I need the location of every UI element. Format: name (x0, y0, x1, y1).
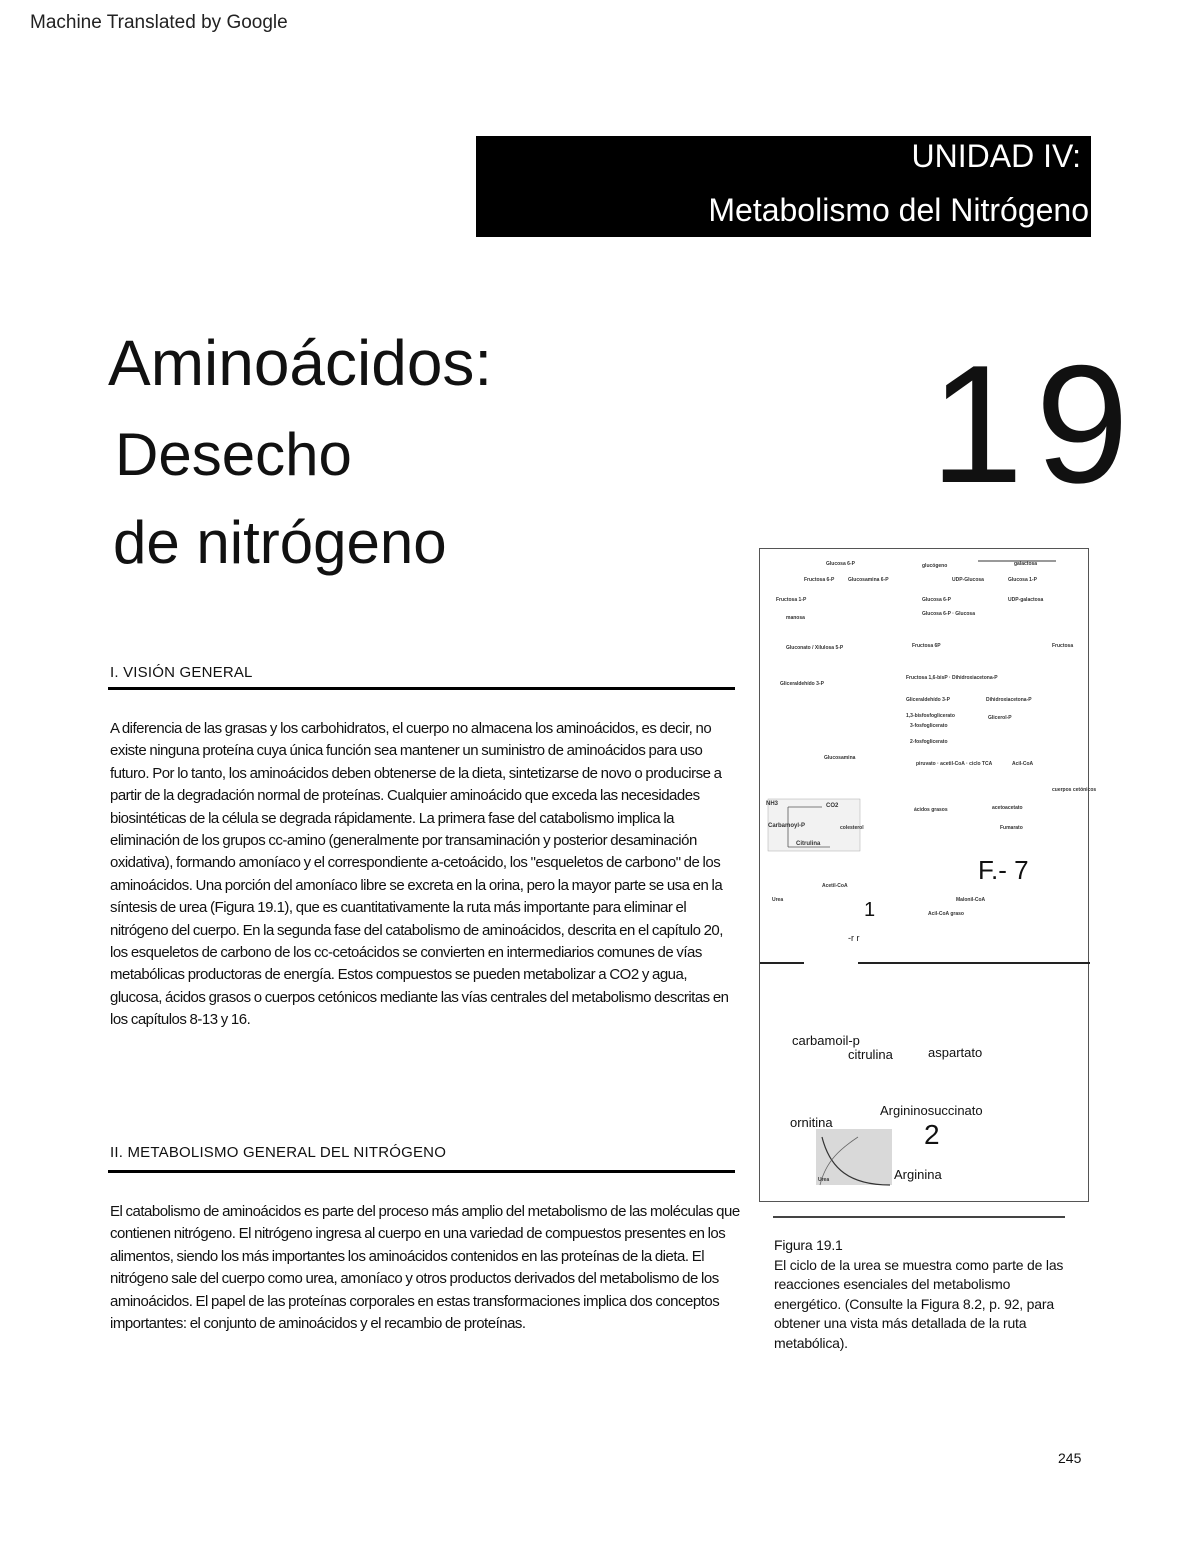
figure-tiny-label: Fructosa 6-P (804, 577, 835, 583)
urea-cycle-step-two: 2 (924, 1119, 940, 1150)
arginine-label: Arginina (894, 1167, 942, 1182)
section-heading-overview: I. VISIÓN GENERAL (110, 664, 253, 681)
figure-tiny-label: 1,3-bisfosfoglicerato (906, 713, 955, 719)
figure-tiny-label: Gluconato / Xilulosa 5-P (786, 645, 844, 651)
page-number: 245 (1058, 1450, 1082, 1466)
figure-tiny-label: Glucosa 6-P (922, 597, 951, 603)
figure-tiny-label: Malonil-CoA (956, 897, 986, 903)
carbamoyl-phosphate-label: carbamoil-p (792, 1033, 860, 1048)
machine-translation-watermark: Machine Translated by Google (30, 12, 288, 33)
section-rule (108, 687, 735, 690)
caption-rule (773, 1216, 1065, 1218)
figure-tiny-label: Dihidroxiacetona-P (986, 697, 1032, 703)
unit-label: UNIDAD IV: (911, 138, 1081, 174)
figure-tiny-label: Acil-CoA graso (928, 911, 964, 917)
figure-tiny-label: UDP-Glucosa (952, 577, 984, 583)
chapter-number: 19 (930, 330, 1141, 518)
figure-tiny-label: manosa (786, 615, 805, 621)
citrulline-label: citrulina (848, 1047, 893, 1062)
figure-metabolic-map (759, 548, 1097, 1202)
figure-tiny-label: Fructosa 1,6-bisP · Dihidroxiacetona-P (906, 675, 998, 681)
figure-tiny-label: Gliceraldehído 3-P (780, 681, 824, 687)
figure-tiny-label: Fumarato (1000, 825, 1023, 831)
figure-tiny-label: 2-fosfoglicerato (910, 739, 948, 745)
figure-tiny-label: Fructosa 6P (912, 643, 941, 649)
unit-banner (476, 136, 1091, 237)
chapter-title-line1: Aminoácidos: (108, 327, 493, 399)
figure-tiny-label: Acetil-CoA (822, 883, 848, 889)
caption-text: El ciclo de la urea se muestra como parte de las reacciones esenciales del metabolismo energético. (Consulte la Figura 8.2, p. 92, para obtener una vista más detallada de la ruta metabólica). (774, 1256, 1064, 1351)
figure-tiny-label: Acil-CoA (1012, 761, 1034, 767)
section-body-overview: A diferencia de las grasas y los carbohidratos, el cuerpo no almacena los aminoácidos, es decir, no existe ninguna proteína cuya única función sea mantener un suministro de aminoácidos para uso futuro. Por lo tanto, los aminoácidos deben obtenerse de la dieta, sintetizarse de novo o producirse a partir de la degradación normal de proteínas. Cualquier aminoácido que exceda las necesidades biosintéticas de la célula se degrada rápidamente. La primera fase del catabolismo implica la eliminación de los grupos cc-amino (generalmente por transaminación y posterior desaminación oxidativa), formando amoníaco y el correspondiente a-cetoácido, los "esqueletos de carbono" de los aminoácidos. Una porción del amoníaco libre se excreta en la orina, pero la mayor parte se usa en la síntesis de urea (Figura 19.1), que es cuantitativamente la ruta más importante para eliminar el nitrógeno del cuerpo. En la segunda fase del catabolismo de aminoácidos, descrita en el capítulo 20, los esqueletos de carbono de los cc-cetoácidos se convierten en intermediarios comunes de vías metabólicas productoras de energía. Estos compuestos se pueden metabolizar a CO2 y agua, glucosa, ácidos grasos o cuerpos cetónicos mediante las vías centrales del metabolismo descritas en los capítulos 8-13 y 16. (110, 720, 729, 1029)
ornithine-label: ornitina (790, 1115, 833, 1130)
figure-tiny-label: CO2 (826, 803, 839, 809)
figure-caption (774, 1236, 1074, 1353)
figure-tiny-label: galactosa (1014, 561, 1038, 567)
chapter-title-line3: de nitrógeno (113, 509, 447, 576)
section-heading-nitrogen: II. METABOLISMO GENERAL DEL NITRÓGENO (110, 1144, 447, 1161)
figure-tiny-label: colesterol (840, 825, 864, 831)
section-body-nitrogen: El catabolismo de aminoácidos es parte del proceso más amplio del metabolismo de las moléculas que contienen nitrógeno. El nitrógeno ingresa al cuerpo en una variedad de compuestos presentes en los alimentos, siendo los más importantes los aminoácidos contenidos en las proteínas de la dieta. El nitrógeno sale del cuerpo como urea, amoníaco y otros productos derivados del metabolismo de los aminoácidos. El papel de las proteínas corporales en estas transformaciones implica dos conceptos importantes: el conjunto de aminoácidos y el recambio de proteínas. (110, 1203, 740, 1333)
figure-tiny-label: Fructosa 1-P (776, 597, 807, 603)
aspartate-label: aspartato (928, 1045, 983, 1060)
unit-title: Metabolismo del Nitrógeno (708, 192, 1089, 228)
figure-tiny-label: Glucosa 6-P · Glucosa (922, 611, 975, 617)
figure-tiny-label: Glucosa 1-P (1008, 577, 1037, 583)
figure-tiny-label: Citrulina (796, 841, 821, 847)
figure-tiny-label: Glicerol-P (988, 715, 1012, 721)
figure-fragment-rr: -r r (848, 933, 860, 943)
figure-tiny-label: glucógeno (922, 563, 948, 569)
section-rule (108, 1170, 735, 1173)
figure-tiny-label: Gliceraldehído 3-P (906, 697, 950, 703)
figure-tiny-label: cuerpos cetónicos (1052, 787, 1097, 793)
figure-fragment-one: 1 (864, 899, 876, 921)
figure-tiny-label: 3-fosfoglicerato (910, 723, 948, 729)
caption-label: Figura 19.1 (774, 1237, 843, 1253)
argininosuccinate-label: Argininosuccinato (880, 1103, 983, 1118)
figure-tiny-label: acetoacetato (992, 805, 1023, 811)
figure-tiny-label: Glucosamina 6-P (848, 577, 889, 583)
figure-tiny-label: Urea (772, 897, 784, 903)
figure-fragment-f: F.- 7 (978, 855, 1029, 885)
figure-tiny-label: Carbamoyl-P (768, 823, 806, 829)
figure-tiny-label: piruvato · acetil-CoA · ciclo TCA (916, 761, 993, 767)
figure-tiny-label: Fructosa (1052, 643, 1074, 649)
figure-tiny-label: Glucosamina (824, 755, 856, 761)
figure-tiny-label: Glucosa 6-P (826, 561, 855, 567)
figure-tiny-label: ácidos grasos (914, 807, 948, 813)
figure-tiny-label: UDP-galactosa (1008, 597, 1044, 603)
chapter-title-line2: Desecho (115, 421, 352, 488)
figure-tiny-label: NH3 (766, 801, 779, 807)
urea-label: Urea (818, 1177, 830, 1183)
